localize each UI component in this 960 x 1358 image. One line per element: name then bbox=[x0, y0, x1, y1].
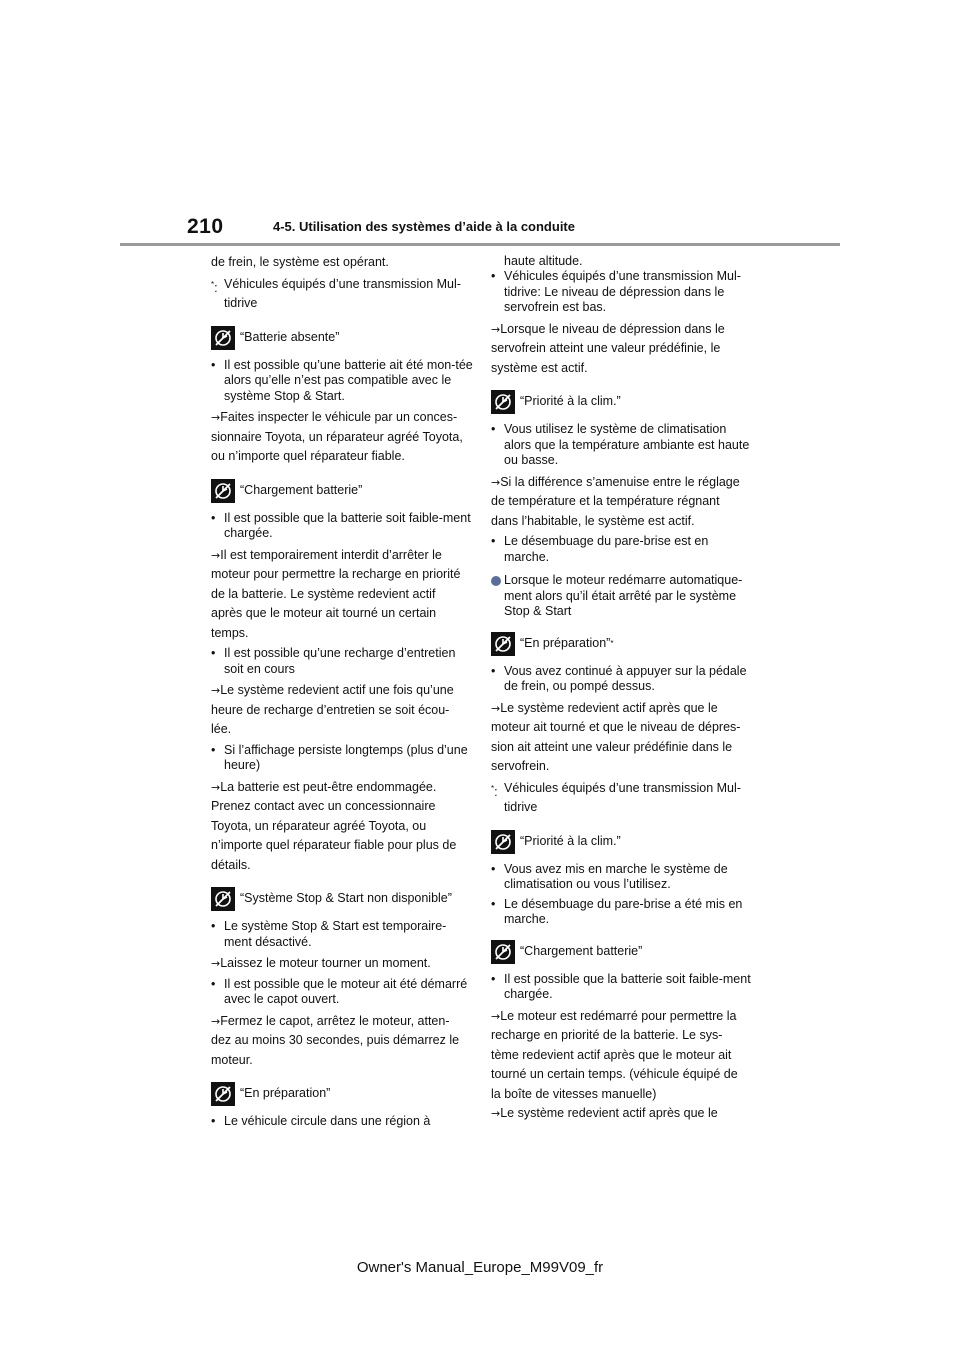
bullet-item: • Vous utilisez le système de climatisation alors que la température ambiante est haute ou basse. bbox=[491, 422, 750, 467]
footnote-mark: * bbox=[491, 783, 495, 793]
footnote-text: Véhicules équipés d’une transmission Mul- tidrive bbox=[504, 780, 741, 814]
bullet-item: • Vous avez mis en marche le système de climatisation ou vous l’utilisez. bbox=[491, 861, 728, 891]
bullet-item: • Le véhicule circule dans une région à bbox=[211, 1114, 431, 1128]
footnote: *: Véhicules équipés d’une transmission Mul- tidrive bbox=[211, 275, 473, 314]
note-item: Lorsque le moteur redémarre automatique-ment alors qu’il était arrêté par le système Stop & Start bbox=[491, 573, 753, 620]
bullet-item: • Il est possible que la batterie soit faible-ment chargée. bbox=[211, 510, 471, 540]
bullet-item: • Le désembuage du pare-brise est en marche. bbox=[491, 534, 709, 564]
message-title: “Priorité à la clim.” bbox=[520, 833, 621, 848]
message-title: “Chargement batterie” bbox=[240, 482, 363, 497]
footnote: *: Véhicules équipés d’une transmission Mul- tidrive bbox=[491, 779, 753, 818]
header-rule bbox=[120, 243, 840, 246]
bullet-item: • Il est possible qu’une recharge d’entretien soit en cours bbox=[211, 646, 456, 676]
message-heading bbox=[211, 479, 473, 503]
message-heading bbox=[211, 887, 473, 911]
eco-start-stop-icon bbox=[491, 940, 515, 964]
bullet-item: • Si l’affichage persiste longtemps (plus d’une heure) bbox=[211, 742, 468, 772]
message-title: “Chargement batterie” bbox=[520, 943, 643, 958]
footnote-text: Véhicules équipés d’une transmission Mul- tidrive bbox=[224, 276, 461, 310]
eco-start-stop-icon bbox=[491, 830, 515, 854]
bullet-item: • Le système Stop & Start est temporaire-ment désactivé. bbox=[211, 919, 447, 949]
section-title: 4-5. Utilisation des systèmes d’aide à la conduite bbox=[273, 219, 575, 234]
footer-manual-id: Owner's Manual_Europe_M99V09_fr bbox=[356, 1259, 604, 1276]
message-heading bbox=[491, 830, 753, 854]
message-heading bbox=[491, 940, 753, 964]
message-title: “Priorité à la clim.” bbox=[520, 394, 621, 409]
left-column: de frein, le système est opérant. *: Véhicules équipés d’une transmission Mul- tidrive “Batterie absente” • Il est possible qu’une batterie ait été mon-tée alors qu’elle n’est pas compatible avec le système Stop & Start. →Faites inspecter le véhicule par un conces- sionnaire Toyota, un réparateur agréé Toyota, ou n’importe quel réparateur fiable. “Chargement batterie” • Il est possible que la batterie soit faible-ment chargée. →Il est temporairement interdit d’arrêter le moteur pour permettre la recharge en priorité de la batterie. Le système redevient actif après que le moteur ait tourné un certain temps. • Il est possible qu’une recharge d’entretien soit en cours →Le système redevient actif une fois qu’une heure de recharge d’entretien se soit écou- lée. • Si l’affichage persiste longtemps (plus d’une heure) →La batterie est peut-être endommagée. Prenez contact avec un concessionnaire Toyota, un réparateur agréé Toyota, ou n’importe quel réparateur fiable pour plus de détails. “Système Stop & Start non disponible” • Le système Stop & Start est temporaire-ment désactivé. →Laissez le moteur tourner un moment. • Il est possible que le moteur ait été démarré avec le capot ouvert. →Fermez le capot, arrêtez le moteur, atten- dez au moins 30 secondes, puis démarrez le moteur. “En préparation” • Le véhicule circule dans une région à bbox=[211, 255, 473, 1128]
eco-start-stop-icon bbox=[211, 326, 235, 350]
bullet-dot-icon bbox=[491, 576, 501, 586]
message-title: “En préparation”* bbox=[520, 635, 614, 650]
bullet-item: • Il est possible que la batterie soit faible-ment chargée. bbox=[491, 971, 751, 1001]
paragraph: de frein, le système est opérant. bbox=[211, 255, 389, 269]
bullet-item: • Il est possible qu’une batterie ait été mon-tée alors qu’elle n’est pas compatible avec le système Stop & Start. bbox=[211, 357, 473, 403]
message-heading bbox=[491, 632, 753, 656]
message-heading bbox=[491, 390, 753, 414]
message-title: “En préparation” bbox=[240, 1086, 331, 1101]
footnote-mark: * bbox=[211, 279, 215, 289]
bullet-item: • Véhicules équipés d’une transmission Mul-tidrive: Le niveau de dépression dans le servofrein est bas. bbox=[491, 269, 741, 314]
bullet-item: • Il est possible que le moteur ait été démarré avec le capot ouvert. bbox=[211, 976, 468, 1006]
right-column: haute altitude. • Véhicules équipés d’une transmission Mul-tidrive: Le niveau de dépression dans le servofrein est bas. →Lorsque le niveau de dépression dans le servofrein atteint une valeur prédéfinie, le système est actif. “Priorité à la clim.” • Vous utilisez le système de climatisation alors que la température ambiante est haute ou basse. →Si la différence s’amenuise entre le réglage de température et la température régnant dans l’habitable, le système est actif. • Le désembuage du pare-brise est en marche. Lorsque le moteur redémarre automatique-ment alors qu’il était arrêté par le système Stop & Start “En préparation”* • Vous avez continué à appuyer sur la pédale de frein, ou pompé dessus. →Le système redevient actif après que le moteur ait tourné et que le niveau de dépres- sion ait atteint une valeur prédéfinie dans le servofrein. *: Véhicules équipés d’une transmission Mul- tidrive “Priorité à la clim.” • Vous avez mis en marche le système de climatisation ou vous l’utilisez. • Le désembuage du pare-brise a été mis en marche. “Chargement batterie” • Il est possible que la batterie soit faible-ment chargée. →Le moteur est redémarré pour permettre la recharge en priorité de la batterie. Le sys- tème redevient actif après que le moteur ait tourné un certain temps. (véhicule équipé de la boîte de vitesses manuelle) →Le système redevient actif après que le bbox=[491, 253, 753, 1124]
eco-start-stop-icon bbox=[211, 479, 235, 503]
eco-start-stop-icon bbox=[491, 390, 515, 414]
eco-start-stop-icon bbox=[211, 1082, 235, 1106]
message-heading bbox=[211, 1082, 473, 1106]
bullet-item: • Le désembuage du pare-brise a été mis en marche. bbox=[491, 896, 743, 926]
page-number: 210 bbox=[187, 215, 224, 238]
eco-start-stop-icon bbox=[211, 887, 235, 911]
eco-start-stop-icon bbox=[491, 632, 515, 656]
message-title: “Système Stop & Start non disponible” bbox=[240, 891, 452, 906]
message-title: “Batterie absente” bbox=[240, 329, 340, 344]
message-heading bbox=[211, 326, 473, 350]
bullet-item: • Vous avez continué à appuyer sur la pédale de frein, ou pompé dessus. bbox=[491, 663, 747, 693]
